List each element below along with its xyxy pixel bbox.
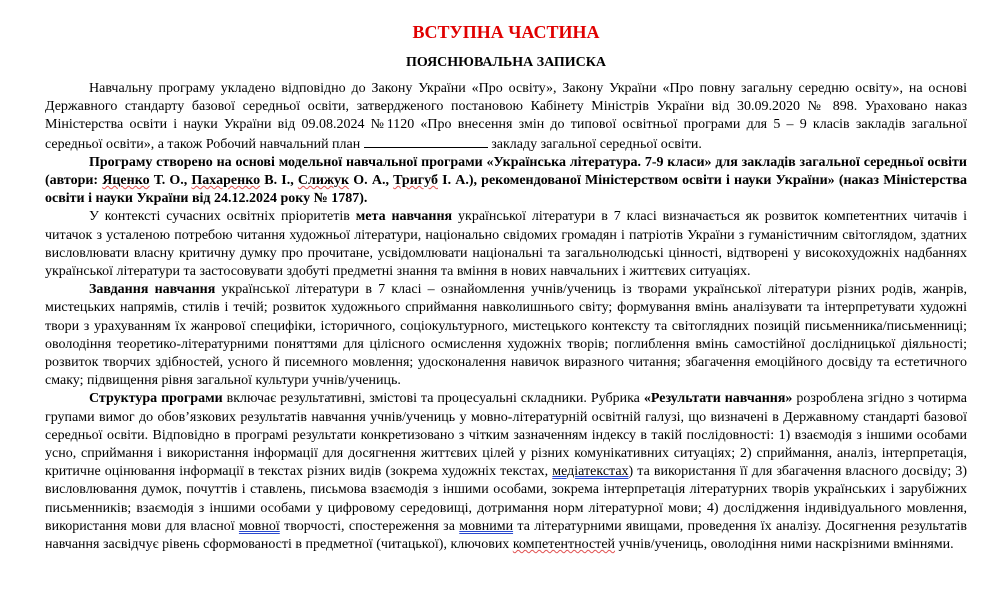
flagged-word: медіатекстах <box>552 464 629 480</box>
goal-text: української літератури в 7 класі визначається як розвиток компетентних читачів і читачок з усталеною потребою читання художньої літератури, національно свідомих громадян і патріотів України з гуманістичним світоглядом, здатних висловлювати власну критичну думку про прочитане, усвідомлювати національні та загальнолюдські цінності, відтворені у високохудожніх надбаннях української літератури та застосовувати здобуті предметні знання та вміння в нових навчальних і життєвих ситуаціях. <box>45 209 967 280</box>
author-name: Тригуб <box>393 173 438 189</box>
author-name: Пахаренко <box>191 173 261 189</box>
tasks-text: української літератури в 7 класі – ознайомлення учнів/учениць із творами української літератури різних родів, жанрів, мистецьких напрямів, стилів і течій; розвиток художнього сприймання навколишнього світу; формування вмінь аналізувати та інтерпретувати художні твори з урахуванням їх жанрової специфіки, історичного, соціокультурного, мистецького контексту та світоглядних позицій письменника/письменниці; оволодіння теоретико-літературними поняттями для цілісного осмислення художніх творів; поглиблення вмінь самостійної дослідницької діяльності; розвиток творчих здібностей, усного й писемного мовлення; удосконалення навичок виразного читання; збагачення емоційного досвіду та естетичного смаку; підвищення рівня загальної культури учнів/учениць. <box>45 282 968 389</box>
flagged-word: компетентностей <box>512 537 616 553</box>
tasks-term: Завдання навчання <box>89 282 216 298</box>
author-name: Яценко <box>102 173 150 189</box>
results-rubric: «Результати навчання» <box>643 391 793 407</box>
structure-term: Структура програми <box>89 391 223 407</box>
legal-basis-text-end: закладу загальної середньої освіти. <box>491 136 702 152</box>
structure-text: розроблена згідно з чотирма групами вимог до обов’язкових результатів навчання учнів/учениць у мовно-літературній освітній галузі, що визначені в Державному стандарті базової середньої освіти. Відповідно в програмі результати конкретизовано з чітким зазначенням індексу в такій послідовності: 1) взаємодія з іншими особами усно, сприймання і використання інформації для досягнення життєвих цілей у різних комунікативних ситуаціях; 2) сприймання, аналіз, інтерпретація, критичне оцінювання інформації в текстах різних видів (зокрема художніх текстах, <box>45 391 968 480</box>
blank-field-line <box>364 135 488 148</box>
model-program-lead: Програму створено на основі модельної навчальної програми «Українська література. 7-9 класи» для закладів загальної середньої освіти (автори: <box>45 154 967 189</box>
author-name: Слижук <box>297 173 350 189</box>
flagged-word: мовними <box>459 518 514 534</box>
paragraph-legal-basis <box>45 80 967 154</box>
document-subtitle: ПОЯСНЮВАЛЬНА ЗАПИСКА <box>405 55 606 70</box>
goal-term: мета навчання <box>355 209 453 225</box>
structure-text: ) та використання її для збагачення власного досвіду; 3) висловлювання думок, почуттів і ставлень, письмова взаємодія з іншими особами, зокрема інтерпретація літературних творів українських і зарубіжних письменників; взаємодія з іншими особами у цифровому середовищі, дотримання норм літературної мови; 4) дослідження індивідуального мовлення, використання мови для власної <box>45 464 967 534</box>
structure-text: та літературними явищами, проведення їх аналізу. Досягнення результатів навчання засвідчує рівень сформованості в предметної (читацької), ключових <box>45 518 967 553</box>
paragraph-structure <box>45 390 967 554</box>
paragraph-goal <box>45 208 967 281</box>
author-initials: В. І., <box>260 173 298 189</box>
paragraph-tasks <box>45 281 967 390</box>
author-initials: О. А., <box>349 173 394 189</box>
structure-text: включає результативні, змістові та процесуальні складники. Рубрика <box>222 391 644 407</box>
section-title: ВСТУПНА ЧАСТИНА <box>412 22 600 42</box>
flagged-word: мовної <box>238 518 280 534</box>
document-body <box>45 80 967 554</box>
paragraph-model-program <box>45 154 967 209</box>
structure-text: творчості, спостереження за <box>279 518 460 534</box>
author-initials: Т. О., <box>149 173 192 189</box>
structure-text: учнів/учениць, оволодіння ними наскрізними вміннями. <box>615 537 954 553</box>
goal-lead: У контексті сучасних освітніх пріоритетів <box>89 209 356 225</box>
model-program-tail: І. А.), рекомендованої Міністерством освіти і науки України» (наказ Міністерства освіти і науки України від 24.12.2024 року № 1787). <box>45 173 968 207</box>
legal-basis-text: Навчальну програму укладено відповідно до Закону України «Про освіту», Закону України «Про повну загальну середню освіту», на основі Державного стандарту базової середньої освіти, затвердженого постановою Кабінету Міністрів України від 30.09.2020 № 898. Ураховано наказ Міністерства освіти і науки України від 09.08.2024 №1120 «Про внесення змін до типової освітньої програми для 5 – 9 класів закладів загальної середньої освіти», а також Робочий навчальний план <box>45 81 967 152</box>
